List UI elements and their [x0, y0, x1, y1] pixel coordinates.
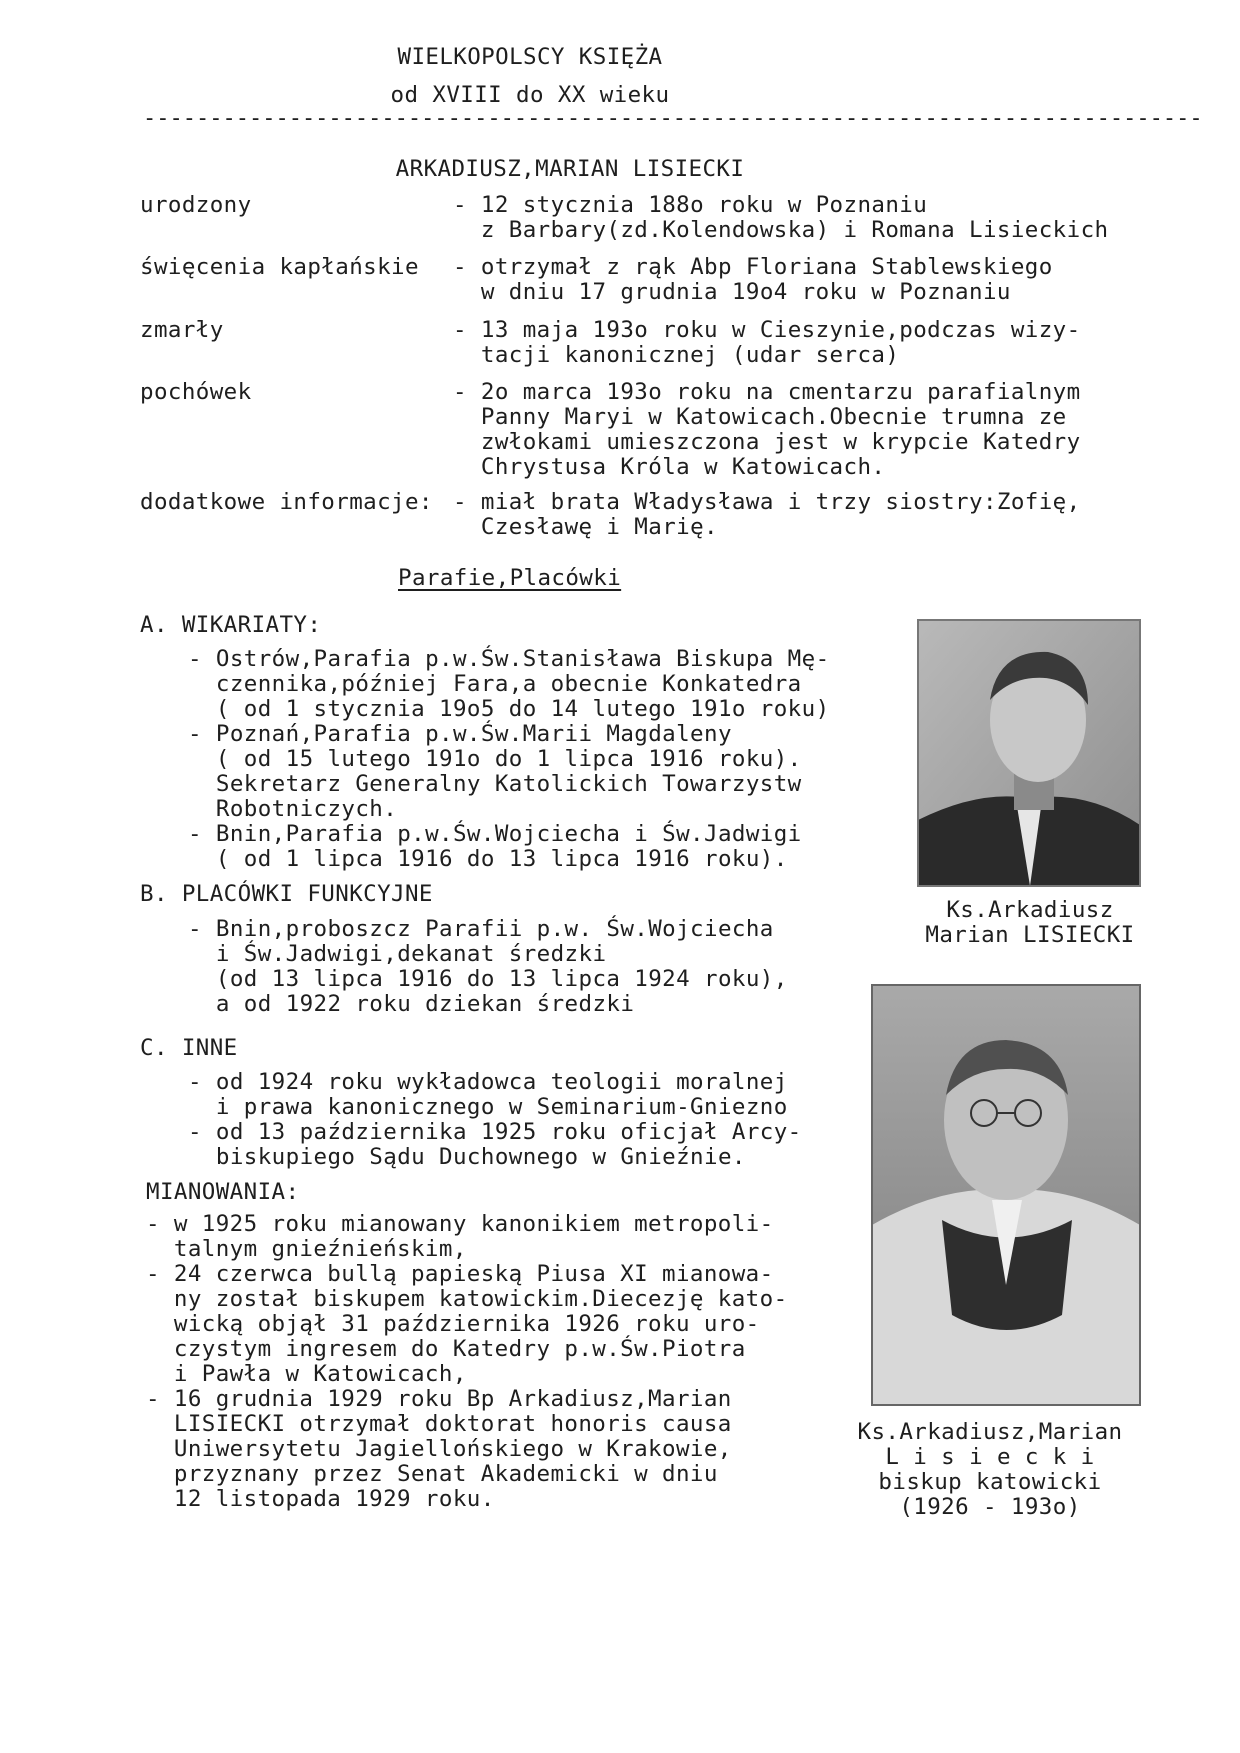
mianowania-item: - 16 grudnia 1929 roku Bp Arkadiusz,Marian LISIECKI otrzymał doktorat honoris causa Uniwersytetu Jagiellońskiego w Krakowie, przyznany przez Senat Akademicki w dniu 12 listopada 1929 roku.	[146, 1386, 732, 1512]
bio-label-born: urodzony	[140, 192, 252, 218]
section-b-item: - Bnin,proboszcz Parafii p.w. Św.Wojciecha i Św.Jadwigi,dekanat średzki (od 13 lipca 1916 do 13 lipca 1924 roku), a od 1922 roku dziekan średzki	[188, 916, 788, 1017]
bio-label-ordination: święcenia kapłańskie	[140, 254, 419, 280]
section-c-item: - od 13 października 1925 roku oficjał Arcy- biskupiego Sądu Duchownego w Gnieźnie.	[188, 1119, 802, 1170]
portrait-photo-young	[918, 620, 1140, 886]
section-a-item: - Poznań,Parafia p.w.Św.Marii Magdaleny ( od 15 lutego 191o do 1 lipca 1916 roku). Sekretarz Generalny Katolickich Towarzystw Robotniczych.	[188, 721, 802, 822]
bio-text-born: - 12 stycznia 188o roku w Poznaniu z Barbary(zd.Kolendowska) i Romana Lisieckich	[453, 192, 1109, 243]
document-title: WIELKOPOLSCY KSIĘŻA	[397, 44, 663, 70]
portrait-photo-bishop	[872, 985, 1140, 1405]
header-rule: --------------------------------------------------------------------------------	[143, 106, 1203, 131]
bio-text-additional: - miał brata Władysława i trzy siostry:Zofię, Czesławę i Marię.	[453, 489, 1081, 540]
bio-text-burial: - 2o marca 193o roku na cmentarzu parafialnym Panny Maryi w Katowicach.Obecnie trumna ze zwłokami umieszczona jest w krypcie Katedry Chrystusa Króla w Katowicach.	[453, 379, 1081, 480]
bio-text-ordination: - otrzymał z rąk Abp Floriana Stablewskiego w dniu 17 grudnia 19o4 roku w Poznaniu	[453, 254, 1053, 305]
bio-label-burial: pochówek	[140, 379, 252, 405]
mianowania-heading: MIANOWANIA:	[146, 1179, 300, 1205]
section-a-item: - Bnin,Parafia p.w.Św.Wojciecha i Św.Jadwigi ( od 1 lipca 1916 do 13 lipca 1916 roku).	[188, 821, 802, 872]
mianowania-item: - w 1925 roku mianowany kanonikiem metropoli- talnym gnieźnieńskim,	[146, 1211, 774, 1262]
section-c-heading: C. INNE	[140, 1035, 238, 1061]
document-subtitle: od XVIII do XX wieku	[390, 82, 670, 108]
section-b-heading: B. PLACÓWKI FUNKCYJNE	[140, 881, 433, 907]
section-a-heading: A. WIKARIATY:	[140, 612, 322, 638]
parafie-heading: Parafie,Placówki	[398, 565, 622, 591]
bio-label-additional: dodatkowe informacje:	[140, 489, 433, 515]
priest-name: ARKADIUSZ,MARIAN LISIECKI	[395, 156, 745, 182]
mianowania-item: - 24 czerwca bullą papieską Piusa XI mianowa- ny został biskupem katowickim.Diecezję kato- wicką objął 31 października 1926 roku uro- czystym ingresem do Katedry p.w.Św.Piotra i Pawła w Katowicach,	[146, 1261, 788, 1387]
section-a-item: - Ostrów,Parafia p.w.Św.Stanisława Biskupa Mę- czennika,później Fara,a obecnie Konkatedra ( od 1 stycznia 19o5 do 14 lutego 191o roku)	[188, 646, 830, 722]
section-c-item: - od 1924 roku wykładowca teologii moralnej i prawa kanonicznego w Seminarium-Gniezno	[188, 1069, 788, 1120]
bio-label-death: zmarły	[140, 317, 224, 343]
bio-text-death: - 13 maja 193o roku w Cieszynie,podczas wizy- tacji kanonicznej (udar serca)	[453, 317, 1081, 368]
portrait-caption-young: Ks.Arkadiusz Marian LISIECKI	[925, 897, 1135, 948]
portrait-caption-bishop: Ks.Arkadiusz,Marian L i s i e c k i biskup katowicki (1926 - 193o)	[857, 1419, 1123, 1520]
